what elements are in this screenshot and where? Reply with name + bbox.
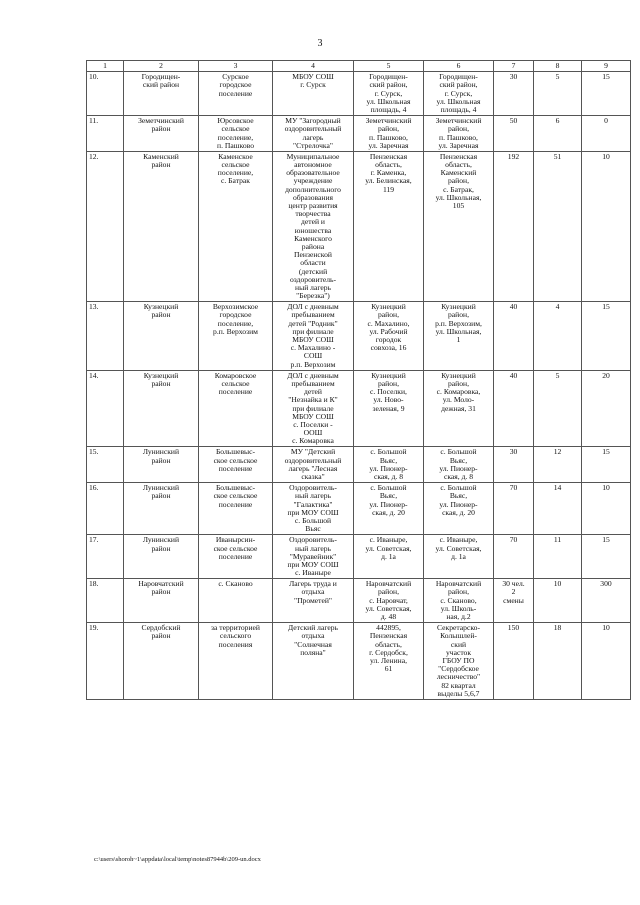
- row-number: 14.: [87, 370, 124, 447]
- staff-cell: 6: [534, 116, 582, 152]
- table-row: [87, 623, 631, 700]
- legal-address-cell: Пензенская область, г. Каменка, ул. Белинская, 119: [354, 151, 424, 301]
- organization-cell: Лагерь труда и отдыха "Прометей": [273, 579, 354, 623]
- cost-cell: 10: [582, 483, 631, 535]
- row-number: 19.: [87, 623, 124, 700]
- settlement-cell: Верхозимское городское поселение, р.п. Верхозим: [199, 302, 273, 371]
- column-number: 4: [273, 61, 354, 72]
- organization-cell: Муниципальное автономное образовательное учреждение дополнительного образования центр развития творчества детей и юношества Каменского района Пензенской области (детский оздоровитель- ный лагерь "Березка"): [273, 151, 354, 301]
- staff-cell: 11: [534, 535, 582, 579]
- column-number: 3: [199, 61, 273, 72]
- row-number: 16.: [87, 483, 124, 535]
- capacity-cell: 30: [494, 72, 534, 116]
- table-row: [87, 447, 631, 483]
- staff-cell: 14: [534, 483, 582, 535]
- capacity-cell: 70: [494, 535, 534, 579]
- actual-address-cell: с. Иваныре, ул. Советская, д. 1а: [424, 535, 494, 579]
- district-cell: Лунинский район: [124, 483, 199, 535]
- column-number: 5: [354, 61, 424, 72]
- capacity-cell: 30 чел. 2 смены: [494, 579, 534, 623]
- column-number: 6: [424, 61, 494, 72]
- actual-address-cell: с. Большой Вьяс, ул. Пионер- ская, д. 20: [424, 483, 494, 535]
- settlement-cell: Каменское сельское поселение, с. Батрак: [199, 151, 273, 301]
- legal-address-cell: с. Большой Вьяс, ул. Пионер- ская, д. 20: [354, 483, 424, 535]
- table-row: [87, 72, 631, 116]
- district-cell: Земетчинский район: [124, 116, 199, 152]
- actual-address-cell: Кузнецкий район, с. Комаровка, ул. Моло- дежная, 31: [424, 370, 494, 447]
- cost-cell: 0: [582, 116, 631, 152]
- settlement-cell: Иванырсин- ское сельское поселение: [199, 535, 273, 579]
- table-row: [87, 151, 631, 301]
- camps-table: [86, 60, 631, 700]
- column-number: 1: [87, 61, 124, 72]
- organization-cell: МУ "Детский оздоровительный лагерь "Лесная сказка": [273, 447, 354, 483]
- cost-cell: 15: [582, 72, 631, 116]
- organization-cell: Оздоровитель- ный лагерь "Муравейник" при МОУ СОШ с. Иваныре: [273, 535, 354, 579]
- column-number: 2: [124, 61, 199, 72]
- row-number: 12.: [87, 151, 124, 301]
- row-number: 18.: [87, 579, 124, 623]
- settlement-cell: Комаровское сельское поселение: [199, 370, 273, 447]
- settlement-cell: Большевыс- ское сельское поселение: [199, 447, 273, 483]
- capacity-cell: 40: [494, 302, 534, 371]
- capacity-cell: 40: [494, 370, 534, 447]
- table-row: [87, 116, 631, 152]
- district-cell: Каменский район: [124, 151, 199, 301]
- file-path-footer: c:\users\shoroh~1\appdata\local\temp\notes87944b\209-un.docx: [94, 856, 261, 863]
- legal-address-cell: Городищен- ский район, г. Сурск, ул. Школьная площадь, 4: [354, 72, 424, 116]
- organization-cell: Оздоровитель- ный лагерь "Галактика" при МОУ СОШ с. Большой Вьяс: [273, 483, 354, 535]
- staff-cell: 10: [534, 579, 582, 623]
- district-cell: Городищен- ский район: [124, 72, 199, 116]
- district-cell: Лунинский район: [124, 447, 199, 483]
- organization-cell: ДОЛ с дневным пребыванием детей "Незнайка и К" при филиале МБОУ СОШ с. Поселки - ООШ с. Комаровка: [273, 370, 354, 447]
- table-row: [87, 302, 631, 371]
- table-row: [87, 579, 631, 623]
- legal-address-cell: Наровчатский район, с. Наровчат, ул. Советская, д. 48: [354, 579, 424, 623]
- row-number: 11.: [87, 116, 124, 152]
- actual-address-cell: с. Большой Вьяс, ул. Пионер- ская, д. 8: [424, 447, 494, 483]
- cost-cell: 300: [582, 579, 631, 623]
- settlement-cell: Юрсовское сельское поселение, п. Пашково: [199, 116, 273, 152]
- legal-address-cell: Земетчинский район, п. Пашково, ул. Заречная: [354, 116, 424, 152]
- settlement-cell: Сурское городское поселение: [199, 72, 273, 116]
- actual-address-cell: Секретарско- Колышлей- ский участок ГБОУ ПО "Сердобское лесничество" 82 квартал выделы 5,6,7: [424, 623, 494, 700]
- table-row: [87, 535, 631, 579]
- actual-address-cell: Земетчинский район, п. Пашково, ул. Заречная: [424, 116, 494, 152]
- table-row: [87, 370, 631, 447]
- cost-cell: 10: [582, 623, 631, 700]
- capacity-cell: 150: [494, 623, 534, 700]
- district-cell: Кузнецкий район: [124, 370, 199, 447]
- legal-address-cell: Кузнецкий район, с. Поселки, ул. Ново- зеленая, 9: [354, 370, 424, 447]
- column-number: 7: [494, 61, 534, 72]
- capacity-cell: 70: [494, 483, 534, 535]
- column-number: 9: [582, 61, 631, 72]
- actual-address-cell: Пензенская область, Каменский район, с. Батрак, ул. Школьная, 105: [424, 151, 494, 301]
- settlement-cell: с. Сканово: [199, 579, 273, 623]
- staff-cell: 4: [534, 302, 582, 371]
- staff-cell: 18: [534, 623, 582, 700]
- cost-cell: 15: [582, 535, 631, 579]
- capacity-cell: 50: [494, 116, 534, 152]
- staff-cell: 12: [534, 447, 582, 483]
- column-number-row: [87, 61, 631, 72]
- district-cell: Лунинский район: [124, 535, 199, 579]
- settlement-cell: Большевыс- ское сельское поселение: [199, 483, 273, 535]
- row-number: 15.: [87, 447, 124, 483]
- table-row: [87, 483, 631, 535]
- settlement-cell: за территорией сельского поселения: [199, 623, 273, 700]
- legal-address-cell: с. Иваныре, ул. Советская, д. 1а: [354, 535, 424, 579]
- cost-cell: 15: [582, 447, 631, 483]
- staff-cell: 5: [534, 72, 582, 116]
- actual-address-cell: Наровчатский район, с. Сканово, ул. Школь- ная, д.2: [424, 579, 494, 623]
- row-number: 17.: [87, 535, 124, 579]
- organization-cell: МБОУ СОШ г. Сурск: [273, 72, 354, 116]
- staff-cell: 51: [534, 151, 582, 301]
- legal-address-cell: 442895, Пензенская область, г. Сердобск, ул. Ленина, 61: [354, 623, 424, 700]
- cost-cell: 20: [582, 370, 631, 447]
- capacity-cell: 30: [494, 447, 534, 483]
- actual-address-cell: Городищен- ский район, г. Сурск, ул. Школьная площадь, 4: [424, 72, 494, 116]
- organization-cell: Детский лагерь отдыха "Солнечная поляна": [273, 623, 354, 700]
- district-cell: Кузнецкий район: [124, 302, 199, 371]
- actual-address-cell: Кузнецкий район, р.п. Верхозим, ул. Школьная, 1: [424, 302, 494, 371]
- capacity-cell: 192: [494, 151, 534, 301]
- row-number: 10.: [87, 72, 124, 116]
- page-number: 3: [317, 38, 323, 49]
- district-cell: Наровчатский район: [124, 579, 199, 623]
- row-number: 13.: [87, 302, 124, 371]
- district-cell: Сердобский район: [124, 623, 199, 700]
- cost-cell: 15: [582, 302, 631, 371]
- organization-cell: ДОЛ с дневным пребыванием детей "Родник" при филиале МБОУ СОШ с. Махалино - СОШ р.п. Верхозим: [273, 302, 354, 371]
- legal-address-cell: с. Большой Вьяс, ул. Пионер- ская, д. 8: [354, 447, 424, 483]
- column-number: 8: [534, 61, 582, 72]
- cost-cell: 10: [582, 151, 631, 301]
- legal-address-cell: Кузнецкий район, с. Махалино, ул. Рабочий городок совхоза, 16: [354, 302, 424, 371]
- staff-cell: 5: [534, 370, 582, 447]
- organization-cell: МУ "Загородный оздоровительный лагерь "Стрелочка": [273, 116, 354, 152]
